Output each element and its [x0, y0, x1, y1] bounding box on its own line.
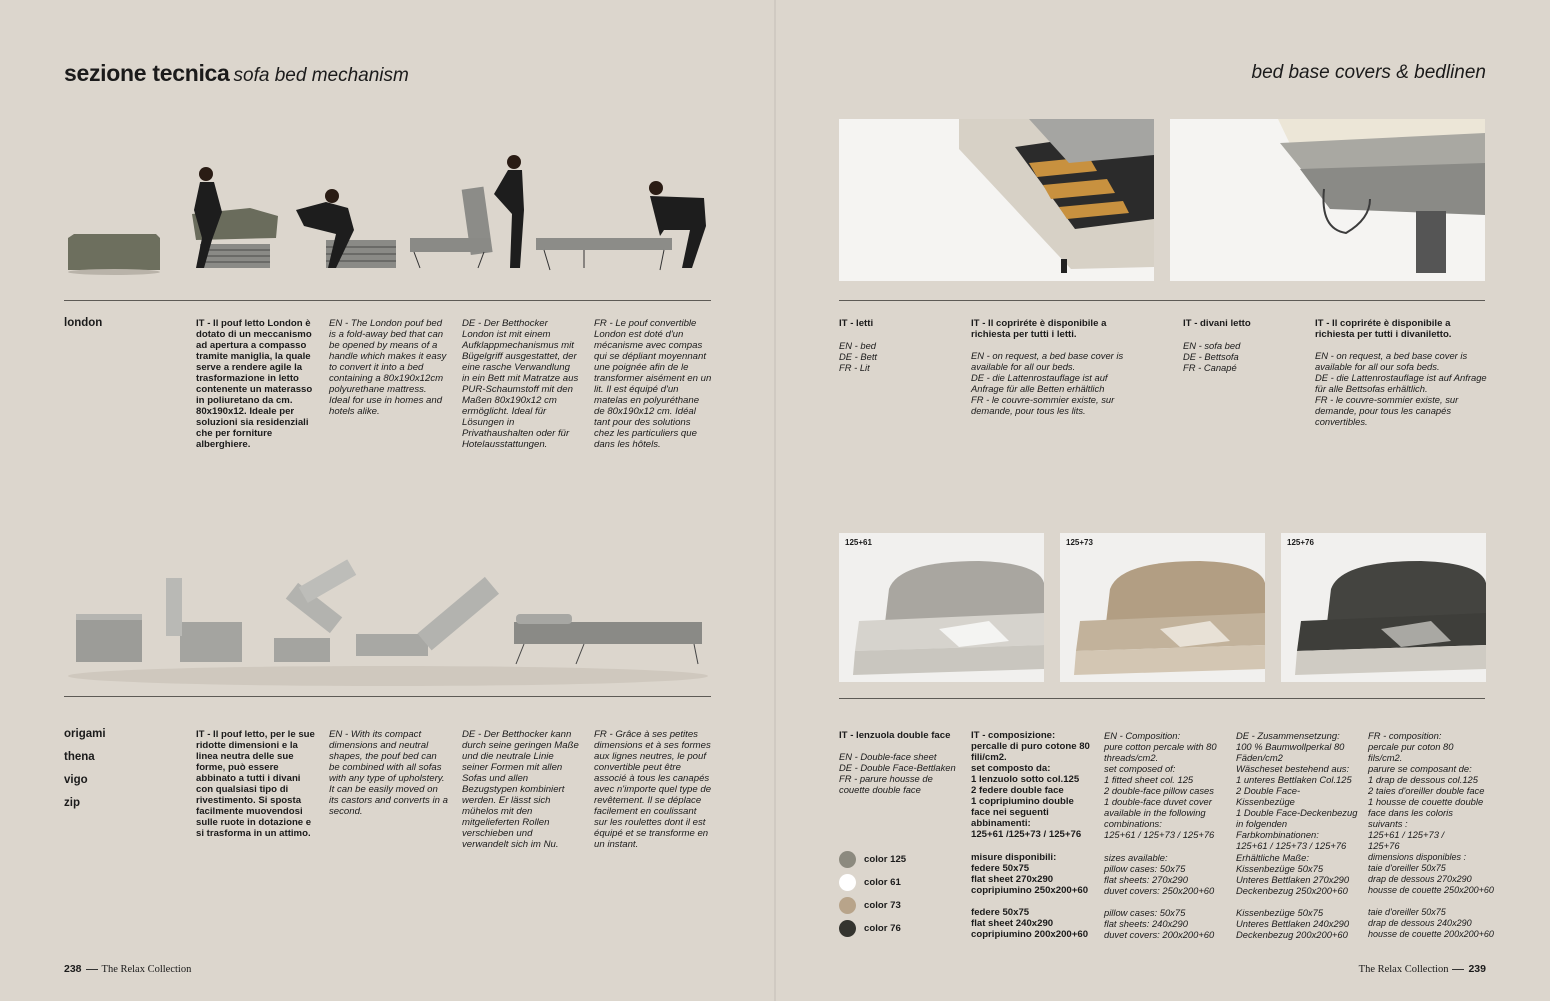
divani-heading: IT - divani letto [1183, 318, 1251, 329]
linen-stack-image [1060, 533, 1265, 682]
composition-fr: FR - composition: percale pur coton 80 fils/cm2. parure se composant de: 1 drap de dessous col.125 2 taies d'oreiller double face 1 housse de couette double face dans les coloris suivants : 125+61 / 125+73 / 125+76 [1368, 730, 1485, 851]
london-divider [64, 300, 711, 301]
linen-stack-image [1281, 533, 1486, 682]
color-swatch-125 [839, 851, 906, 868]
unfolding-step [356, 577, 499, 656]
open-bed-step [514, 614, 702, 664]
divani-multi-text: EN - on request, a bed base cover is available for all our sofa beds. DE - die Lattenrostauflage ist auf Anfrage für alle Bettsofas erhältlich. FR - le couvre-sommier existe, sur demande, pour tous les canapés convertibles. [1315, 350, 1487, 427]
letti-it-text: IT - Il copriréte è disponibile a richiesta per tutti i letti. [971, 318, 1107, 340]
london-mechanism-illustration [64, 150, 712, 278]
lifting-cover-step [192, 167, 278, 268]
swatch-dot [839, 920, 856, 937]
closed-cube-step [76, 614, 142, 662]
composition-it: IT - composizione: percalle di puro cotone 80 fili/cm2. set composto da: 1 lenzuolo sotto col.125 2 federe double face 1 copripiumino double face nei seguenti abbinamenti: 125+61 /125+73 / 125+76 [971, 730, 1090, 840]
color-swatch-61 [839, 874, 901, 891]
unfolding-step [296, 189, 396, 268]
origami-it-text: IT - Il pouf letto, per le sue ridotte dimensioni e la linea neutra delle sue forme, può essere abbinato a tutti i divani con qualsiasi tipo di rivestimento. Si sposta facilmente muovendosi sulle ruote in dotazione e si trasforma in un attimo. [196, 729, 315, 839]
lid-open-step [166, 578, 242, 662]
collection-name-left: The Relax Collection [101, 964, 192, 975]
product-name-thena: thena [64, 751, 95, 763]
product-name-origami: origami [64, 728, 106, 740]
swatch-dot [839, 851, 856, 868]
linen-photo-125-76 [1281, 533, 1486, 682]
swatch-dot [839, 897, 856, 914]
sizes2-fr: taie d'oreiller 50x75 drap de dessous 240x290 housse de couette 200x200+60 [1368, 907, 1494, 939]
raising-frame-step [410, 155, 524, 268]
sofa-bed-cover-image [1170, 119, 1485, 281]
sizes1-en: sizes available: pillow cases: 50x75 flat sheets: 270x290 duvet covers: 250x200+60 [1104, 852, 1215, 896]
sizes1-de: Erhältliche Maße: Kissenbezüge 50x75 Unteres Bettlaken 270x290 Deckenbezug 250x200+60 [1236, 852, 1350, 896]
london-fr-text: FR - Le pouf convertible London est doté d'un mécanisme avec compas qui se dépliant moyennant une poignée afin de le transformer aisément en un lit. Il est équipé d'un matelas en polyuréthane de 80x190x12 cm. Idéal tant pour des solutions chez les particuliers que dans les hôtels. [594, 318, 712, 450]
sizes2-en: pillow cases: 50x75 flat sheets: 240x290 duvet covers: 200x200+60 [1104, 907, 1215, 940]
linen-tag: 125+61 [845, 538, 872, 547]
product-name-zip: zip [64, 797, 80, 809]
page-number-right: 239 [1468, 963, 1486, 975]
page-title-bold: sezione tecnica [64, 60, 230, 86]
page-title-italic: sofa bed mechanism [233, 65, 409, 86]
origami-mechanism-illustration [64, 558, 712, 688]
open-bed-step [536, 181, 706, 270]
london-en-text: EN - The London pouf bed is a fold-away bed that can be opened by means of a handle which makes it easy to convert it into a bed containing a 80x190x12cm polyurethane mattress. Ideal for use in homes and hotels alike. [329, 318, 447, 417]
composition-de: DE - Zusammensetzung: 100 % Baumwollperkal 80 Fäden/cm2 Wäscheset bestehend aus: 1 unteres Bettlaken Col.125 2 Double Face-Kissenbezüge 1 Double Face-Deckenbezug in folgenden Farbkombinationen: 125+61 / 125+73 / 125+76 [1236, 730, 1358, 851]
color-swatch-73 [839, 897, 901, 914]
letti-multi-text: EN - on request, a bed base cover is available for all our beds. DE - die Lattenrostauflage ist auf Anfrage für alle Betten erhältlich FR - le couvre-sommier existe, sur demande, pour tous les lits. [971, 350, 1124, 416]
product-name-london: london [64, 317, 103, 329]
composition-en: EN - Composition: pure cotton percale with 80 threads/cm2. set composed of: 1 fitted sheet col. 125 2 double-face pillow cases 1 double-face duvet cover available in the following combinations: 125+61 / 125+73 / 125+76 [1104, 730, 1217, 840]
origami-en-text: EN - With its compact dimensions and neutral shapes, the pouf bed can be combined with all sofas with any type of upholstery. It can be easily moved on its castors and converts in a second. [329, 729, 448, 817]
swatch-label: color 61 [864, 877, 901, 888]
sizes2-de: Kissenbezüge 50x75 Unteres Bettlaken 240x290 Deckenbezug 200x200+60 [1236, 907, 1350, 940]
bed-base-cover-image [839, 119, 1154, 281]
collection-name-right: The Relax Collection [1358, 964, 1449, 975]
page-title-right: bed base covers & bedlinen [1251, 62, 1486, 83]
london-de-text: DE - Der Betthocker London ist mit einem Aufklappmechanismus mit Bügelgriff ausgestattet, der eine rasche Verwandlung in ein Bett mit Matratze aus PUR-Schaumstoff mit den Maßen 80x190x12 cm ermöglicht. Ideal für Lösungen in Privathaushalten oder für Hotelausstattungen. [462, 318, 579, 450]
sofa-bed-cover-photo [1170, 119, 1485, 281]
swatch-dot [839, 874, 856, 891]
linen-photo-125-73 [1060, 533, 1265, 682]
bedlinen-divider [839, 698, 1485, 699]
linen-tag: 125+76 [1287, 538, 1314, 547]
swatch-label: color 125 [864, 854, 907, 865]
sizes1-it: misure disponibili: federe 50x75 flat sheet 270x290 copripiumino 250x200+60 [971, 852, 1089, 896]
divani-it-text: IT - Il copriréte è disponibile a richiesta per tutti i divaniletto. [1315, 318, 1452, 340]
page-title [64, 60, 409, 87]
letti-heading: IT - letti [839, 318, 874, 329]
bed-base-cover-photo [839, 119, 1154, 281]
closed-pouf-step [68, 234, 160, 275]
linen-photo-125-61 [839, 533, 1044, 682]
origami-divider [64, 696, 711, 697]
product-name-list [64, 723, 106, 815]
bed-covers-divider [839, 300, 1485, 301]
footer-right [1359, 959, 1486, 977]
spread-fold [774, 0, 776, 1001]
origami-fr-text: FR - Grâce à ses petites dimensions et à ses formes aux lignes neutres, le pouf convertible peut être associé à tous les canapés avec n'importe quel type de revêtement. Il se déplace facilement en coulissant sur les roulettes dont il est équipé et se transforme en un instant. [594, 729, 712, 850]
linen-tag: 125+73 [1066, 538, 1093, 547]
letti-translations: EN - bed DE - Bett FR - Lit [839, 340, 878, 373]
lenzuola-heading: IT - lenzuola double face [839, 730, 951, 741]
color-swatch-76 [839, 920, 901, 937]
footer-left [64, 959, 191, 977]
sizes1-fr: dimensions disponibles : taie d'oreiller 50x75 drap de dessous 270x290 housse de couette 250x200+60 [1368, 852, 1494, 895]
folding-step [274, 559, 356, 662]
london-it-text: IT - Il pouf letto London è dotato di un meccanismo ad apertura a compasso tramite maniglia, la quale serve a rendere agile la trasformazione in letto contenente un materasso in poliuretano da cm. 80x190x12. Ideale per soluzioni sia residenziali che per forniture alberghiere. [196, 318, 313, 450]
divani-translations: EN - sofa bed DE - Bettsofa FR - Canapé [1183, 340, 1241, 373]
swatch-label: color 76 [864, 923, 901, 934]
page-number-left: 238 [64, 963, 82, 975]
product-name-vigo: vigo [64, 774, 88, 786]
linen-stack-image [839, 533, 1044, 682]
origami-de-text: DE - Der Betthocker kann durch seine geringen Maße und die neutrale Linie seiner Formen mit allen Sofas und allen Bezugstypen kombiniert werden. Er lässt sich mühelos mit den mitgelieferten Rollen verschieben und verwandelt sich im Nu. [462, 729, 579, 850]
lenzuola-translations: EN - Double-face sheet DE - Double Face-Bettlaken FR - parure housse de couette double face [839, 751, 956, 795]
sizes2-it: federe 50x75 flat sheet 240x290 copripiumino 200x200+60 [971, 907, 1089, 940]
swatch-label: color 73 [864, 900, 901, 911]
